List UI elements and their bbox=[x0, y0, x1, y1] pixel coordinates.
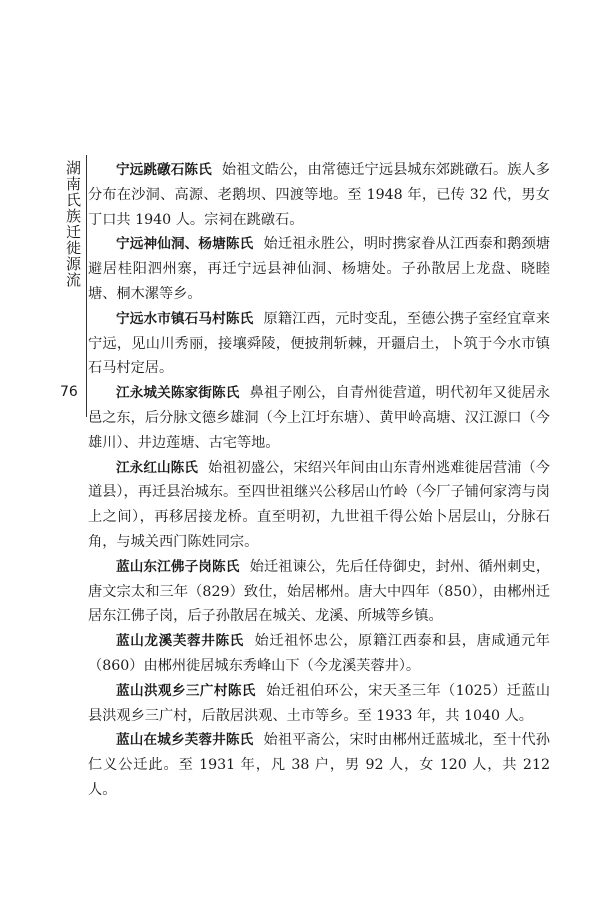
paragraph-heading: 蓝山东江佛子岗陈氏 bbox=[116, 558, 240, 575]
paragraph-heading: 宁远水市镇石马村陈氏 bbox=[116, 310, 254, 327]
paragraph-text: 始迁祖伯环公，宋天圣三年（1025）迁蓝山县洪观乡三广村，后散居洪观、土市等乡。至 1933 年，共 1040 人。 bbox=[88, 682, 551, 724]
paragraph bbox=[88, 728, 550, 802]
paragraph-text: 始祖文皓公，由常德迁宁远县城东郊跳礅石。族人多分布在沙洞、高源、老鹅坝、四渡等地。至 1948 年，已传 32 代，男女丁口共 1940 人。宗祠在跳礅石。 bbox=[88, 162, 550, 228]
paragraph bbox=[88, 232, 550, 306]
paragraph-text: 鼻祖子刚公，自青州徙营道，明代初年又徙居永邑之东，后分脉文德乡雄洞（今上江圩东塘）、黄甲岭高塘、汉江源口（今雄川）、井边莲塘、古宅等地。 bbox=[88, 385, 551, 451]
paragraph-heading: 蓝山在城乡芙蓉井陈氏 bbox=[116, 732, 254, 749]
paragraph-heading: 宁远跳礅石陈氏 bbox=[116, 162, 212, 178]
paragraph-heading: 宁远神仙洞、杨塘陈氏 bbox=[116, 236, 254, 253]
paragraph bbox=[88, 456, 550, 555]
paragraph-heading: 蓝山龙溪芙蓉井陈氏 bbox=[116, 633, 244, 650]
running-title: 湖南氏族迁徙源流 bbox=[64, 160, 82, 288]
paragraph-text: 始迁祖谏公，先后任侍御史，封州、循州刺史，唐文宗太和三年（829）致仕，始居郴州。唐大中四年（850），由郴州迁居东江佛子岗，后子孙散居在城关、龙溪、所城等乡镇。 bbox=[88, 558, 551, 625]
margin-rule bbox=[86, 155, 87, 417]
body-text bbox=[88, 158, 550, 803]
paragraph-heading: 蓝山洪观乡三广村陈氏 bbox=[116, 682, 256, 699]
paragraph bbox=[88, 158, 550, 232]
paragraph-text: 始祖平斋公，宋时由郴州迁蓝城北，至十代孙仁义公迁此。至 1931 年，凡 38 户，男 92 人，女 120 人，共 212 人。 bbox=[88, 732, 550, 798]
paragraph bbox=[88, 679, 550, 729]
paragraph bbox=[88, 629, 550, 679]
paragraph-heading: 江永红山陈氏 bbox=[116, 459, 198, 476]
paragraph bbox=[88, 307, 550, 381]
paragraph-text: 始祖初盛公，宋绍兴年间由山东青州逃难徙居营浦（今道县），再迁县治城东。至四世祖继兴公移居山竹岭（今厂子铺何家湾与岗上之间），再移居接龙桥。直至明初，九世祖千得公始卜居层山，分脉石角，与城关西门陈姓同宗。 bbox=[88, 459, 550, 550]
paragraph-text: 始迁祖怀忠公，原籍江西泰和县，唐咸通元年（860）由郴州徙居城东秀峰山下（今龙溪芙蓉井）。 bbox=[88, 633, 550, 674]
paragraph-text: 原籍江西，元时变乱，至德公携子室经宜章来宁远，见山川秀丽，接壤舜陵，便披荆斩棘，开疆启土，卜筑于今水市镇石马村定居。 bbox=[88, 310, 550, 377]
page-number: 76 bbox=[60, 384, 78, 400]
paragraph bbox=[88, 381, 550, 455]
paragraph-text: 始迁祖永胜公，明时携家眷从江西泰和鹅颈塘避居桂阳泗州寨，再迁宁远县神仙洞、杨塘处。子孙散居上龙盘、晓睦塘、桐木漯等乡。 bbox=[88, 236, 550, 302]
paragraph bbox=[88, 555, 550, 629]
paragraph-heading: 江永城关陈家街陈氏 bbox=[116, 385, 240, 402]
